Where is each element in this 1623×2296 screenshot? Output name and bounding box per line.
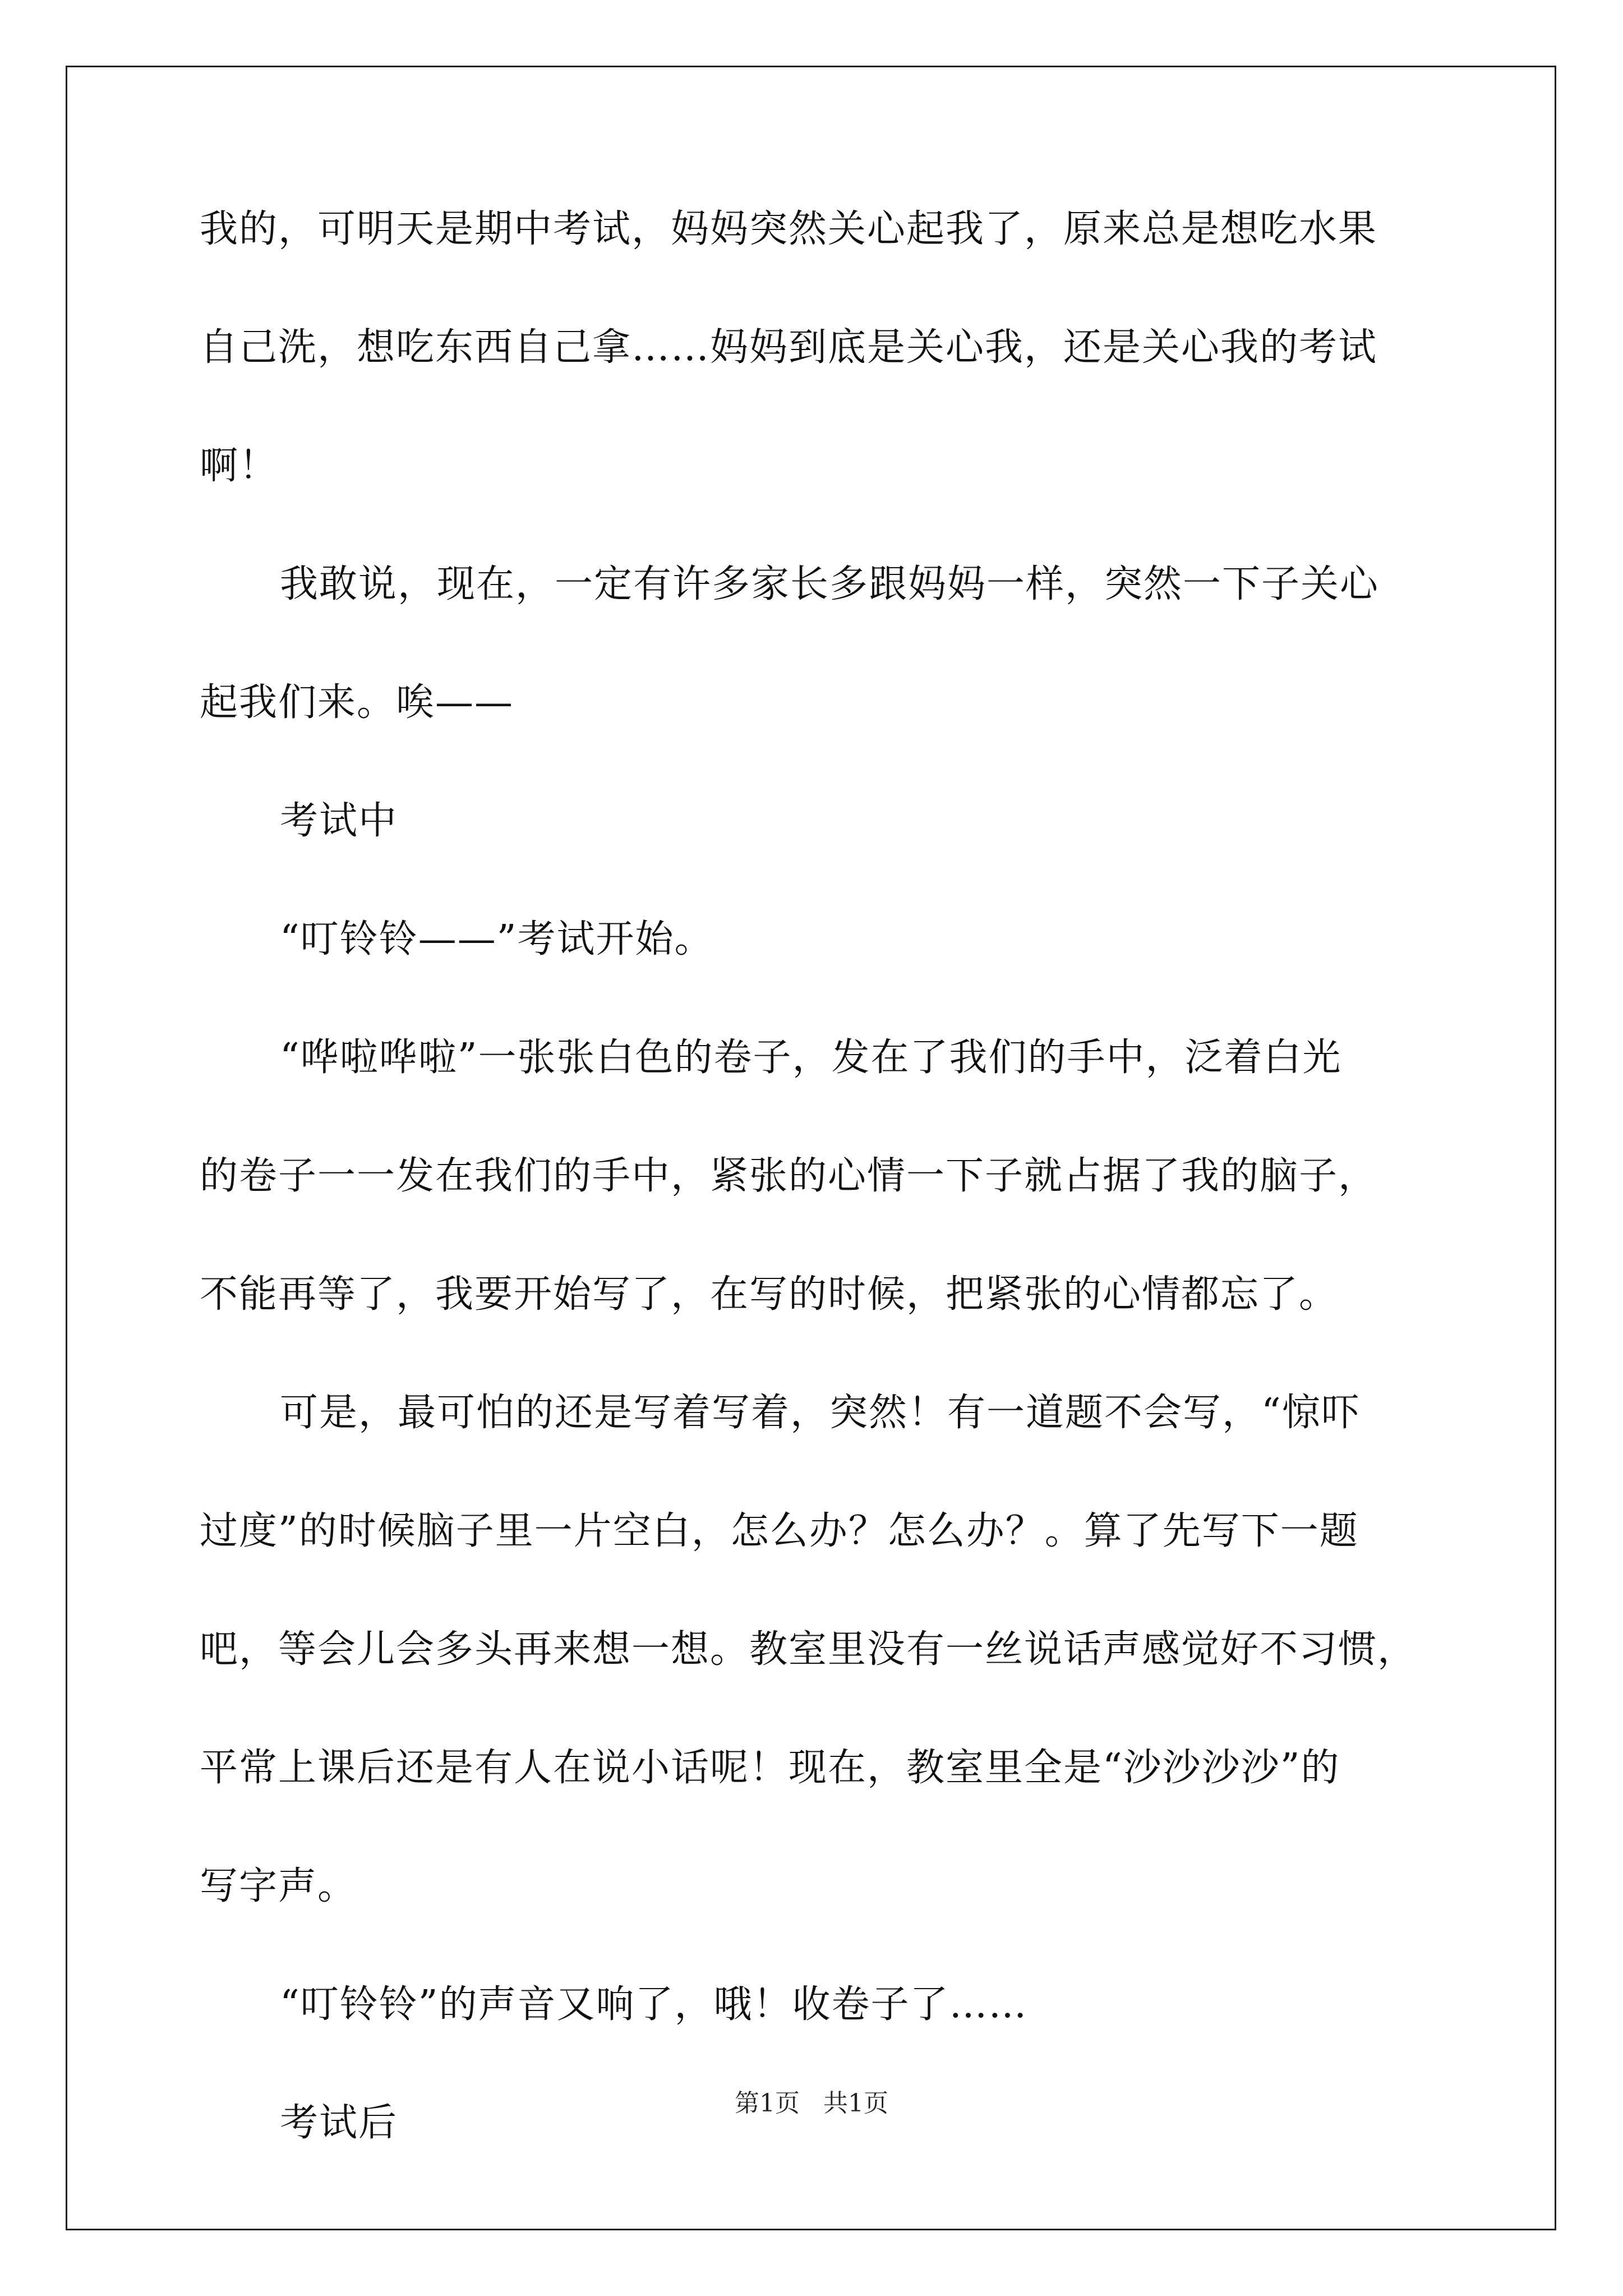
text-line: 平常上课后还是有人在说小话呢！现在，教室里全是“沙沙沙沙”的	[200, 1746, 1340, 1790]
text-line: “哗啦哗啦”一张张白色的卷子，发在了我们的手中，泛着白光	[280, 1036, 1342, 1080]
text-line: “叮铃铃”的声音又响了，哦！收卷子了……	[280, 1982, 1028, 2027]
document-body	[200, 207, 1445, 2223]
text-line: 啊！	[200, 444, 279, 488]
section-heading: 考试后	[280, 2101, 398, 2145]
page-footer: 第1页 共1页	[735, 2089, 888, 2118]
text-line: “叮铃铃——”考试开始。	[280, 917, 714, 961]
text-line: 不能再等了，我要开始写了，在写的时候，把紧张的心情都忘了。	[200, 1272, 1339, 1317]
section-heading: 考试中	[280, 799, 398, 843]
text-line: 可是，最可怕的还是写着写着，突然！有一道题不会写，“惊吓	[280, 1391, 1361, 1435]
text-line: 写字声。	[200, 1864, 357, 1908]
text-line: 的卷子一一发在我们的手中，紧张的心情一下子就占据了我的脑子，	[200, 1154, 1378, 1198]
text-line: 我敢说，现在，一定有许多家长多跟妈妈一样，突然一下子关心	[280, 562, 1380, 606]
text-line: 过度”的时候脑子里一片空白，怎么办？怎么办？。算了先写下一题	[200, 1509, 1359, 1553]
text-line: 吧，等会儿会多头再来想一想。教室里没有一丝说话声感觉好不习惯，	[200, 1627, 1417, 1672]
text-line: 起我们来。唉——	[200, 680, 514, 725]
text-line: 自己洗，想吃东西自己拿……妈妈到底是关心我，还是关心我的考试	[200, 325, 1378, 370]
text-line: 我的，可明天是期中考试，妈妈突然关心起我了，原来总是想吃水果	[200, 207, 1378, 251]
